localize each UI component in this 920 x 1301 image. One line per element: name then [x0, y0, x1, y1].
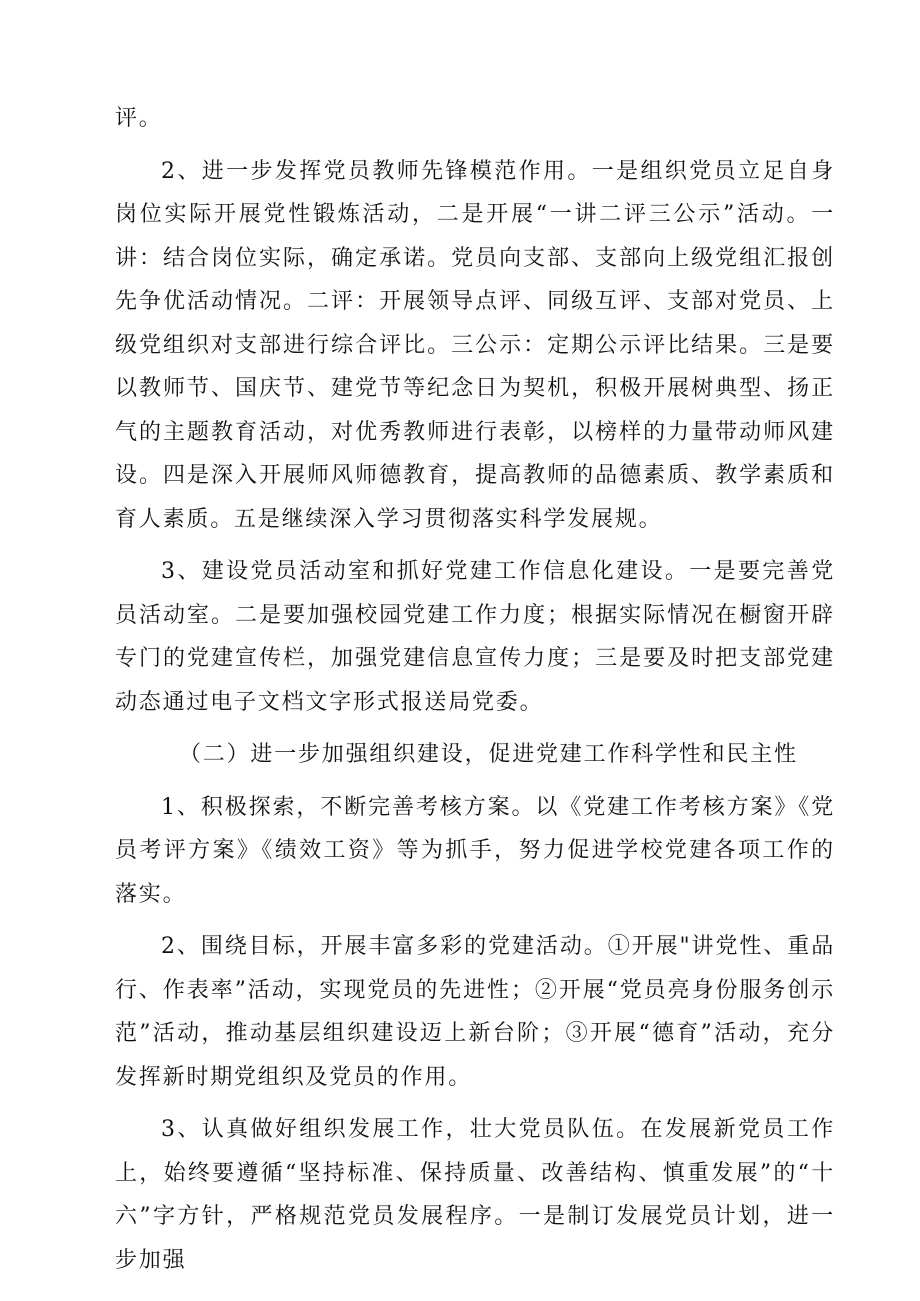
paragraph-continuation: 评。	[115, 106, 163, 131]
section-heading-organization: （二）进一步加强组织建设，促进党建工作科学性和民主性	[179, 742, 798, 767]
paragraph-item-2-activities: 2、围绕目标，开展丰富多彩的党建活动。①开展"讲党性、重品行、作表率”活动，实现党员的先进性；②开展“党员亮身份服务创示范”活动，推动基层组织建设迈上新台阶；③开展“德育”活动，充分发挥新时期党组织及党员的作用。	[115, 934, 835, 1090]
paragraph-item-3-development: 3、认真做好组织发展工作，壮大党员队伍。在发展新党员工作上，始终要遵循“坚持标准、保持质量、改善结构、慎重发展”的“十六”字方针，严格规范党员发展程序。一是制订发展党员计划，进一步加强	[115, 1117, 835, 1273]
paragraph-item-2-teacher-role: 2、进一步发挥党员教师先锋模范作用。一是组织党员立足自身岗位实际开展党性锻炼活动，二是开展“一讲二评三公示”活动。一讲：结合岗位实际，确定承诺。党员向支部、支部向上级党组汇报创先争优活动情况。二评：开展领导点评、同级互评、支部对党员、上级党组织对支部进行综合评比。三公示：定期公示评比结果。三是要以教师节、国庆节、建党节等纪念日为契机，积极开展树典型、扬正气的主题教育活动，对优秀教师进行表彰，以榜样的力量带动师风建设。四是深入开展师风师德教育，提高教师的品德素质、教学素质和育人素质。五是继续深入学习贯彻落实科学发展规。	[115, 158, 835, 532]
document-body	[115, 97, 835, 1291]
paragraph-item-3-activity-room: 3、建设党员活动室和抓好党建工作信息化建设。一是要完善党员活动室。二是要加强校园党建工作力度；根据实际情况在橱窗开辟专门的党建宣传栏，加强党建信息宣传力度；三是要及时把支部党建动态通过电子文档文字形式报送局党委。	[115, 559, 835, 715]
paragraph-item-1-assessment: 1、积极探索，不断完善考核方案。以《党建工作考核方案》《党员考评方案》《绩效工资》等为抓手，努力促进学校党建各项工作的落实。	[115, 794, 835, 907]
